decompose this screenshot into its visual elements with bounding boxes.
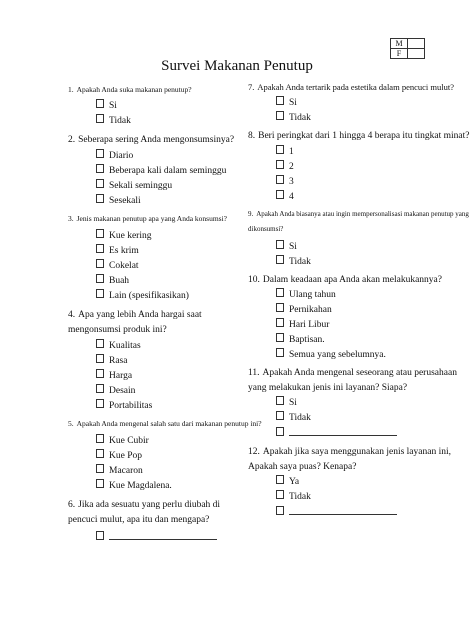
checkbox-icon[interactable] xyxy=(276,145,284,154)
option-sekali-seminggu[interactable]: Sekali seminggu xyxy=(68,179,248,194)
question-9 xyxy=(248,207,470,270)
checkbox-icon[interactable] xyxy=(96,354,104,363)
question-10 xyxy=(248,273,470,363)
gender-label-f: F xyxy=(391,49,408,59)
option-ya[interactable]: Ya xyxy=(248,475,470,490)
checkbox-icon[interactable] xyxy=(96,149,104,158)
option-4[interactable]: 4 xyxy=(248,190,470,205)
checkbox-icon[interactable] xyxy=(276,303,284,312)
checkbox-icon[interactable] xyxy=(96,369,104,378)
option-semua[interactable]: Semua yang sebelumnya. xyxy=(248,348,470,363)
checkbox-icon[interactable] xyxy=(96,229,104,238)
option-lain[interactable]: Lain (spesifikasikan) xyxy=(68,289,248,304)
questions-right-column xyxy=(248,80,470,521)
option-es-krim[interactable]: Es krim xyxy=(68,244,248,259)
question-text: 8. Beri peringkat dari 1 hingga 4 berapa itu tingkat minat? xyxy=(248,131,470,141)
checkbox-icon[interactable] xyxy=(96,164,104,173)
checkbox-icon[interactable] xyxy=(276,490,284,499)
question-11 xyxy=(248,366,470,442)
checkbox-icon[interactable] xyxy=(276,411,284,420)
option-pernikahan[interactable]: Pernikahan xyxy=(248,303,470,318)
checkbox-icon[interactable] xyxy=(96,449,104,458)
question-4 xyxy=(68,308,248,414)
questions-left-column xyxy=(68,80,262,546)
option-3[interactable]: 3 xyxy=(248,175,470,190)
option-tidak[interactable]: Tidak xyxy=(68,114,248,129)
option-tidak[interactable]: Tidak xyxy=(248,111,470,126)
checkbox-icon[interactable] xyxy=(276,111,284,120)
option-kue-magdalena[interactable]: Kue Magdalena. xyxy=(68,479,248,494)
gender-label-m: M xyxy=(391,39,408,49)
checkbox-icon[interactable] xyxy=(96,244,104,253)
gender-check-f[interactable] xyxy=(408,49,425,59)
question-text: 11. Apakah Anda mengenal seseorang atau perusahaan yang melakukan jenis ini layanan? Siapa? xyxy=(248,368,457,393)
checkbox-icon[interactable] xyxy=(276,318,284,327)
checkbox-icon[interactable] xyxy=(96,194,104,203)
checkbox-icon[interactable] xyxy=(276,348,284,357)
question-12 xyxy=(248,445,470,521)
option-tidak[interactable]: Tidak xyxy=(248,411,470,426)
question-3 xyxy=(68,211,248,304)
gender-box xyxy=(390,38,425,59)
checkbox-icon[interactable] xyxy=(96,179,104,188)
option-si[interactable]: Si xyxy=(248,240,470,255)
checkbox-icon[interactable] xyxy=(96,99,104,108)
question-5 xyxy=(68,416,262,494)
checkbox-icon[interactable] xyxy=(96,274,104,283)
checkbox-icon[interactable] xyxy=(276,175,284,184)
question-text: 1. Apakah Anda suka makanan penutup? xyxy=(68,85,192,94)
checkbox-icon[interactable] xyxy=(96,399,104,408)
option-si[interactable]: Si xyxy=(248,96,470,111)
blank-line[interactable] xyxy=(289,505,397,515)
option-kualitas[interactable]: Kualitas xyxy=(68,339,248,354)
option-kue-kering[interactable]: Kue kering xyxy=(68,229,248,244)
checkbox-icon[interactable] xyxy=(276,427,284,436)
checkbox-icon[interactable] xyxy=(276,333,284,342)
option-1[interactable]: 1 xyxy=(248,145,470,160)
checkbox-icon[interactable] xyxy=(96,479,104,488)
option-portabilitas[interactable]: Portabilitas xyxy=(68,399,248,414)
checkbox-icon[interactable] xyxy=(276,190,284,199)
question-text: 3. Jenis makanan penutup apa yang Anda konsumsi? xyxy=(68,214,228,223)
option-hari-libur[interactable]: Hari Libur xyxy=(248,318,470,333)
checkbox-icon[interactable] xyxy=(96,114,104,123)
blank-line[interactable] xyxy=(289,426,397,436)
option-si[interactable]: Si xyxy=(68,99,248,114)
option-harga[interactable]: Harga xyxy=(68,369,248,384)
question-1 xyxy=(68,82,248,129)
option-2[interactable]: 2 xyxy=(248,160,470,175)
answer-line[interactable] xyxy=(248,426,470,442)
option-kue-pop[interactable]: Kue Pop xyxy=(68,449,248,464)
question-text: 9. Apakah Anda biasanya atau ingin mempersonalisasi makanan penutup yang dikonsumsi? xyxy=(248,210,469,233)
option-baptisan[interactable]: Baptisan. xyxy=(248,333,470,348)
checkbox-icon[interactable] xyxy=(96,531,104,540)
checkbox-icon[interactable] xyxy=(96,289,104,298)
question-text: 10. Dalam keadaan apa Anda akan melakukannya? xyxy=(248,275,442,285)
blank-line[interactable] xyxy=(109,530,217,540)
option-diario[interactable]: Diario xyxy=(68,149,248,164)
checkbox-icon[interactable] xyxy=(276,255,284,264)
option-macaron[interactable]: Macaron xyxy=(68,464,248,479)
option-tidak[interactable]: Tidak xyxy=(248,255,470,270)
question-text: 12. Apakah jika saya menggunakan jenis layanan ini, Apakah saya puas? Kenapa? xyxy=(248,447,451,472)
option-rasa[interactable]: Rasa xyxy=(68,354,248,369)
checkbox-icon[interactable] xyxy=(96,259,104,268)
checkbox-icon[interactable] xyxy=(96,384,104,393)
checkbox-icon[interactable] xyxy=(96,434,104,443)
question-text: 6. Jika ada sesuatu yang perlu diubah di pencuci mulut, apa itu dan mengapa? xyxy=(68,500,221,525)
gender-check-m[interactable] xyxy=(408,39,425,49)
option-kue-cubir[interactable]: Kue Cubir xyxy=(68,434,248,449)
checkbox-icon[interactable] xyxy=(96,339,104,348)
checkbox-icon[interactable] xyxy=(96,464,104,473)
question-2 xyxy=(68,133,248,209)
question-7 xyxy=(248,80,470,126)
checkbox-icon[interactable] xyxy=(276,288,284,297)
option-sesekali[interactable]: Sesekali xyxy=(68,194,248,209)
answer-line[interactable] xyxy=(68,530,248,546)
option-desain[interactable]: Desain xyxy=(68,384,248,399)
question-text: 5. Apakah Anda mengenal salah satu dari makanan penutup ini? xyxy=(68,419,262,428)
question-6 xyxy=(68,498,248,546)
checkbox-icon[interactable] xyxy=(276,240,284,249)
checkbox-icon[interactable] xyxy=(276,396,284,405)
option-tidak[interactable]: Tidak xyxy=(248,490,470,505)
survey-title: Survei Makanan Penutup xyxy=(161,58,313,74)
option-ulang-tahun[interactable]: Ulang tahun xyxy=(248,288,470,303)
question-text: 4. Apa yang lebih Anda hargai saat mengonsumsi produk ini? xyxy=(68,310,202,335)
question-text: 7. Apakah Anda tertarik pada estetika dalam pencuci mulut? xyxy=(248,82,454,92)
answer-line[interactable] xyxy=(248,505,470,521)
question-text: 2. Seberapa sering Anda mengonsumsinya? xyxy=(68,135,235,145)
question-8 xyxy=(248,129,470,205)
checkbox-icon[interactable] xyxy=(276,506,284,515)
option-si[interactable]: Si xyxy=(248,396,470,411)
checkbox-icon[interactable] xyxy=(276,96,284,105)
option-cokelat[interactable]: Cokelat xyxy=(68,259,248,274)
option-beberapa-kali[interactable]: Beberapa kali dalam seminggu xyxy=(68,164,248,179)
checkbox-icon[interactable] xyxy=(276,160,284,169)
option-buah[interactable]: Buah xyxy=(68,274,248,289)
checkbox-icon[interactable] xyxy=(276,475,284,484)
